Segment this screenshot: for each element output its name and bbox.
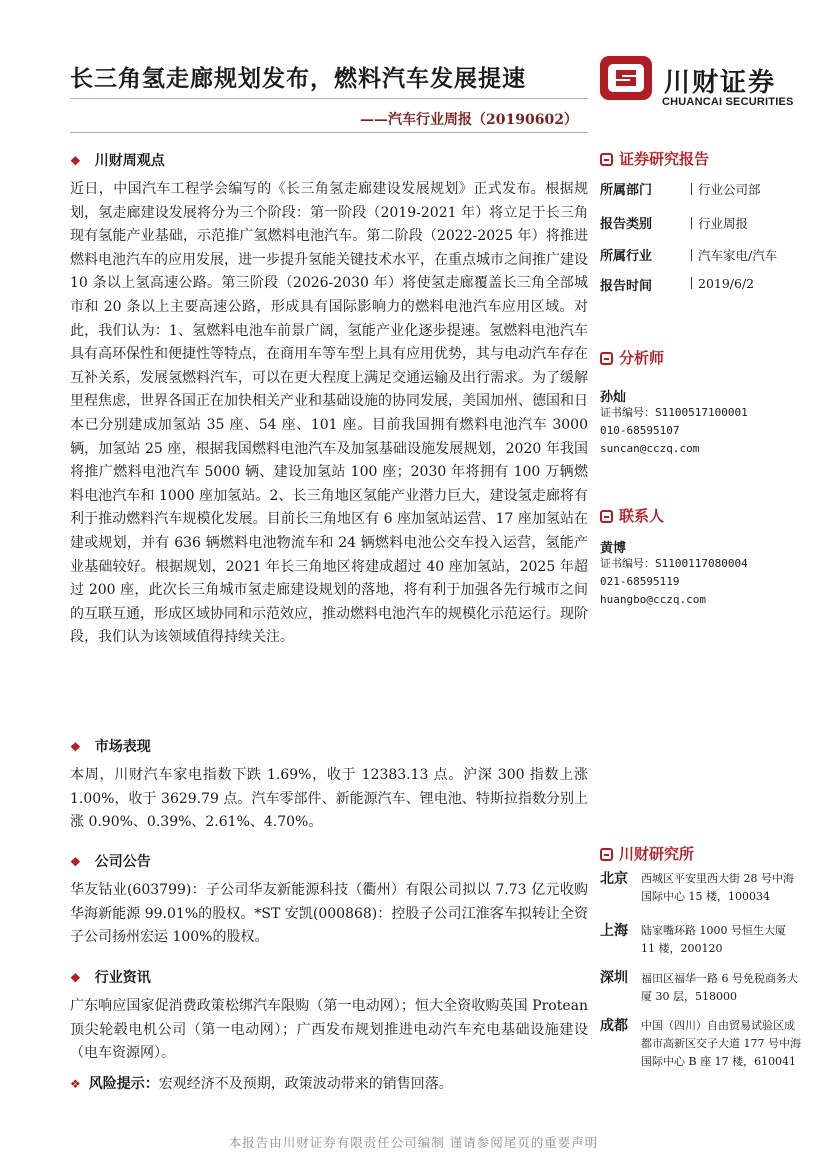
section-heading-news: ❖ 行业资讯 xyxy=(70,970,151,986)
contact-cert: 证书编号：S1100117080004 xyxy=(600,557,748,570)
meta-key-department: 所属部门 xyxy=(600,183,653,198)
contact-phone: 021-68595119 xyxy=(600,575,680,588)
title-divider xyxy=(70,98,588,99)
analyst-name: 孙灿 xyxy=(600,390,627,405)
chuancai-logo-icon xyxy=(600,56,652,100)
contact-email[interactable]: huangbo@cczq.com xyxy=(600,593,706,606)
logo-name-en: CHUANCAI SECURITIES xyxy=(662,96,794,108)
sidebar-heading-report: 证券研究报告 xyxy=(600,148,709,169)
sidebar-heading-contact: 联系人 xyxy=(600,505,664,526)
meta-value-industry: 汽车家电/汽车 xyxy=(691,246,777,264)
office-city-beijing: 北京 xyxy=(600,871,628,887)
section-marker-icon xyxy=(600,848,613,861)
logo-name-cn: 川财证券 xyxy=(664,68,777,98)
analyst-email[interactable]: suncan@cczq.com xyxy=(600,442,700,455)
meta-value-category: 行业周报 xyxy=(691,214,748,232)
meta-value-date: 2019/6/2 xyxy=(691,276,754,291)
report-subtitle: ——汽车行业周报（20190602） xyxy=(360,112,578,128)
office-address-chengdu: 中国（四川）自由贸易试验区成都市高新区交子大道 177 号中海国际中心 B 座 17 楼，610041 xyxy=(641,1019,801,1068)
section-marker-icon xyxy=(600,153,613,166)
risk-warning: ❖ 风险提示：宏观经济不及预期，政策波动带来的销售回落。 xyxy=(70,1076,453,1092)
report-title: 长三角氢走廊规划发布，燃料汽车发展提速 xyxy=(70,65,526,92)
diamond-bullet-icon: ❖ xyxy=(70,855,81,869)
analyst-cert: 证书编号：S1100517100001 xyxy=(600,406,748,419)
views-paragraph: 近日，中国汽车工程学会编写的《长三角氢走廊建设发展规划》正式发布。根据规划，氢走廊建设发展将分为三个阶段：第一阶段（2019-2021 年）将立足于长三角现有氢能产业基础，示范推广氢燃料电池汽车。第二阶段（2022-2025 年）将推进燃料电池汽车的应用发展，进一步提升氢能关键技术水平，在重点城市之间推广建设 10 条以上氢高速公路。第三阶段（2026-2030 年）将使氢走廊覆盖长三角全部城市和 20 条以上主要高速公路，形成具有国际影响力的燃料电池汽车应用区域。对此，我们认为：1、氢燃料电池车前景广阔，氢能产业化逐步提速。氢燃料电池汽车具有高环保性和便捷性等特点，在商用车等车型上具有应用优势，其与电动汽车存在互补关系，发展氢燃料汽车，可以在更大程度上满足交通运输及出行需求。为了缓解里程焦虑，世界各国正在加快相关产业和基础设施的协同发展，美国加州、德国和日本已分别建成加氢站 35 座、54 座、101 座。目前我国拥有燃料电池汽车 3000 辆，加氢站 25 座，根据我国燃料电池汽车及加氢基础设施发展规划，2020 年我国将推广燃料电池汽车 5000 辆、建设加氢站 100 座；2030 年将拥有 100 万辆燃料电池汽车和 1000 座加氢站。2、长三角地区氢能产业潜力巨大，建设氢走廊将有利于推动燃料汽车规模化发展。目前长三角地区有 6 座加氢站运营、17 座加氢站在建或规划，并有 636 辆燃料电池物流车和 24 辆燃料电池公交车投入运营，氢能产业基础较好。根据规划，2021 年长三角地区将建成超过 40 座加氢站，2025 年超过 200 座，此次长三角城市氢走廊建设规划的落地，将有利于加强各先行城市之间的互联互通，形成区域协同和示范效应，推动燃料电池汽车的规模化示范运行。现阶段，我们认为该领域值得持续关注。 xyxy=(70,181,588,646)
meta-key-date: 报告时间 xyxy=(600,279,653,294)
announce-paragraph: 华友钴业(603799)：子公司华友新能源科技（衢州）有限公司拟以 7.73 亿元收购华海新能源 99.01%的股权。*ST 安凯(000868)：控股子公司江淮客车拟转让全资子公司扬州宏运 100%的股权。 xyxy=(70,882,588,946)
news-paragraph: 广东响应国家促消费政策松绑汽车限购（第一电动网）；恒大全资收购英国 Protean 顶尖轮毂电机公司（第一电动网）；广西发布规划推进电动汽车充电基础设施建设（电车资源网）。 xyxy=(70,998,588,1062)
contact-name: 黄博 xyxy=(600,541,627,556)
sidebar-heading-institute: 川财研究所 xyxy=(600,843,694,864)
diamond-bullet-icon: ❖ xyxy=(70,1077,81,1091)
office-address-shenzhen: 福田区福华一路 6 号免税商务大厦 30 层，518000 xyxy=(641,972,798,1003)
footer-disclaimer: 本报告由川财证券有限责任公司编制 谨请参阅尾页的重要声明 xyxy=(228,1135,599,1150)
analyst-phone: 010-68595107 xyxy=(600,424,680,437)
office-address-beijing: 西城区平安里西大街 28 号中海国际中心 15 楼，100034 xyxy=(641,872,794,903)
meta-key-industry: 所属行业 xyxy=(600,249,653,264)
diamond-bullet-icon: ❖ xyxy=(70,740,81,754)
section-heading-market: ❖ 市场表现 xyxy=(70,739,151,755)
meta-value-department: 行业公司部 xyxy=(691,180,761,198)
section-heading-announce: ❖ 公司公告 xyxy=(70,854,151,870)
sidebar-heading-analyst: 分析师 xyxy=(600,347,664,368)
subtitle-divider xyxy=(70,132,588,133)
section-marker-icon xyxy=(600,352,613,365)
meta-key-category: 报告类别 xyxy=(600,217,653,232)
diamond-bullet-icon: ❖ xyxy=(70,154,81,168)
office-city-chengdu: 成都 xyxy=(600,1018,628,1034)
office-city-shanghai: 上海 xyxy=(600,923,628,939)
diamond-bullet-icon: ❖ xyxy=(70,971,81,985)
office-city-shenzhen: 深圳 xyxy=(600,970,628,986)
section-heading-views: ❖ 川财周观点 xyxy=(70,153,165,169)
office-address-shanghai: 陆家嘴环路 1000 号恒生大厦 11 楼，200120 xyxy=(641,924,786,955)
section-marker-icon xyxy=(600,510,613,523)
market-paragraph: 本周，川财汽车家电指数下跌 1.69%，收于 12383.13 点。沪深 300 指数上涨 1.00%，收于 3629.79 点。汽车零部件、新能源汽车、锂电池、特斯拉指数分别上涨 0.90%、0.39%、2.61%、4.70%。 xyxy=(70,767,588,831)
